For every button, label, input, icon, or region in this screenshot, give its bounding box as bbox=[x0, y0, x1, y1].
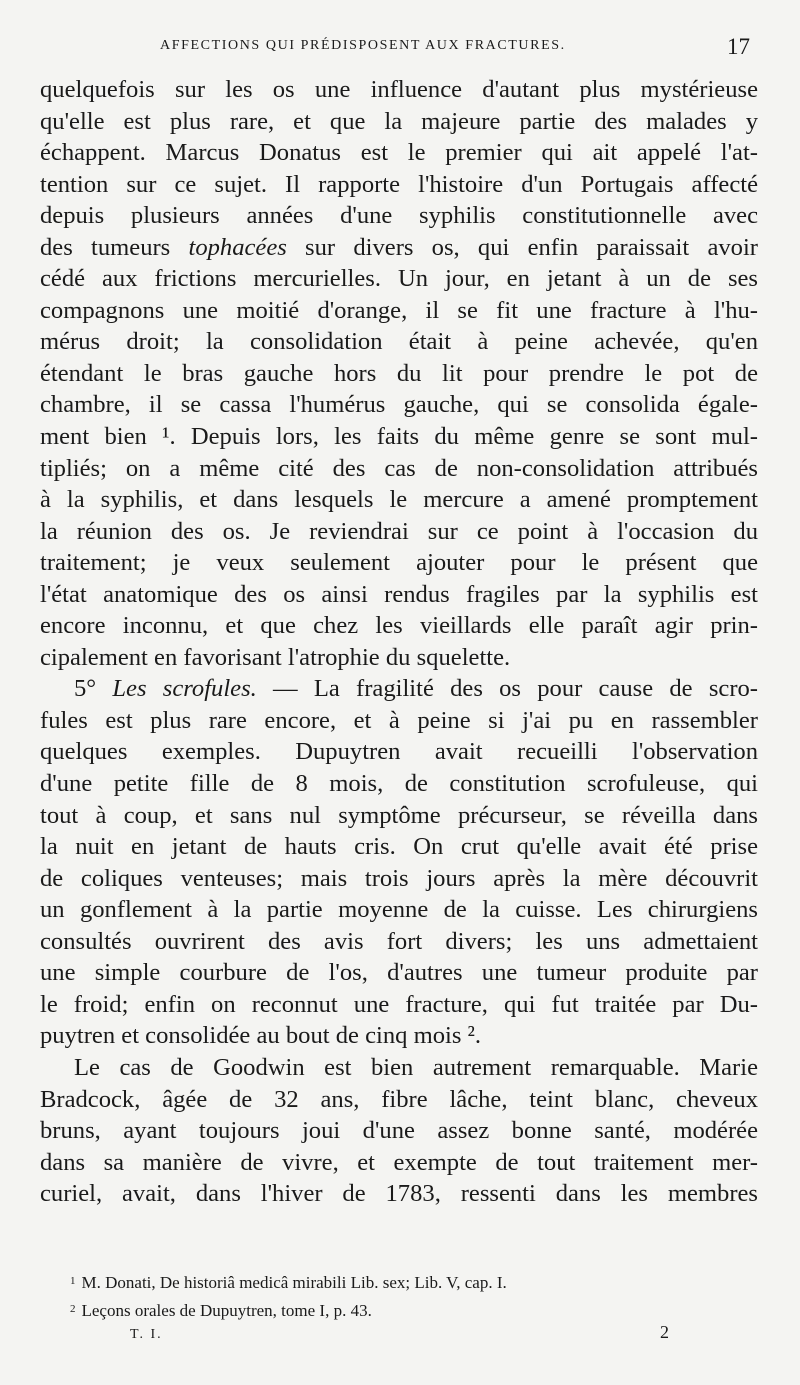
page-number: 17 bbox=[727, 34, 750, 59]
text-line: quelquefois sur les os une influence d'autant plus mystérieuse bbox=[40, 76, 758, 103]
footnote-text: Leçons orales de Dupuytren, tome I, p. 43. bbox=[81, 1301, 372, 1320]
text-line: cédé aux frictions mercurielles. Un jour, en jetant à un de ses bbox=[40, 265, 758, 293]
footnote-mark: 1 bbox=[70, 1275, 76, 1287]
text-line: d'une petite fille de 8 mois, de constitution scrofuleuse, qui bbox=[40, 770, 758, 798]
text-line: tipliés; on a même cité des cas de non-consolidation attribués bbox=[40, 454, 758, 482]
text-line: échappent. Marcus Donatus est le premier qui ait appelé l'at- bbox=[40, 139, 758, 167]
signature-volume: T. I. bbox=[130, 1327, 163, 1342]
text-line: mérus droit; la consolidation était à peine achevée, qu'en bbox=[40, 328, 758, 356]
page-header bbox=[40, 34, 750, 60]
italic-segment: Les scrofules. bbox=[112, 675, 257, 703]
text-line: des tumeurs tophacées sur divers os, qui enfin paraissait avoir bbox=[40, 233, 758, 261]
text-line: puytren et consolidée au bout de cinq mois ². bbox=[40, 1022, 482, 1050]
text-line: consultés ouvrirent des avis fort divers; les uns admettaient bbox=[40, 927, 758, 955]
text-line: un gonflement à la partie moyenne de la cuisse. Les chirurgiens bbox=[40, 896, 758, 924]
footnotes bbox=[70, 1268, 730, 1324]
text-line: Bradcock, âgée de 32 ans, fibre lâche, teint blanc, cheveux bbox=[40, 1085, 758, 1113]
text-line: bruns, ayant toujours joui d'une assez bonne santé, modérée bbox=[40, 1117, 758, 1145]
text-line: chambre, il se cassa l'humérus gauche, qui se consolida égale- bbox=[40, 391, 758, 419]
text-line: à la syphilis, et dans lesquels le mercure a amené promptement bbox=[40, 486, 758, 514]
text-line: tention sur ce sujet. Il rapporte l'histoire d'un Portugais affecté bbox=[40, 170, 758, 198]
text-line: quelques exemples. Dupuytren avait recueilli l'observation bbox=[40, 738, 758, 766]
text-line: tout à coup, et sans nul symptôme précurseur, se réveilla dans bbox=[40, 801, 758, 829]
body-text bbox=[40, 74, 758, 1210]
text-line: cipalement en favorisant l'atrophie du squelette. bbox=[40, 643, 511, 671]
text-line: compagnons une moitié d'orange, il se fit une fracture à l'hu- bbox=[40, 296, 758, 324]
text-line: qu'elle est plus rare, et que la majeure partie des malades y bbox=[40, 107, 758, 135]
text-line: encore inconnu, et que chez les vieillards elle paraît agir prin- bbox=[40, 612, 758, 640]
footnote-mark: 2 bbox=[70, 1303, 76, 1315]
text-line: étendant le bras gauche hors du lit pour prendre le pot de bbox=[40, 359, 758, 387]
text-line: Le cas de Goodwin est bien autrement remarquable. Marie bbox=[74, 1053, 758, 1081]
text-line: traitement; je veux seulement ajouter pour le présent que bbox=[40, 549, 758, 577]
text-line: depuis plusieurs années d'une syphilis constitutionnelle avec bbox=[40, 202, 758, 230]
text-line: 5° Les scrofules. — La fragilité des os pour cause de scro- bbox=[74, 675, 758, 703]
signature-sheet: 2 bbox=[660, 1322, 669, 1342]
text-line: le froid; enfin on reconnut une fracture, qui fut traitée par Du- bbox=[40, 990, 758, 1018]
text-line: curiel, avait, dans l'hiver de 1783, ressenti dans les membres bbox=[40, 1180, 758, 1208]
text-line: la réunion des os. Je reviendrai sur ce point à l'occasion du bbox=[40, 517, 758, 545]
text-line: l'état anatomique des os ainsi rendus fragiles par la syphilis est bbox=[40, 580, 758, 608]
footnote bbox=[70, 1296, 730, 1324]
text-line: dans sa manière de vivre, et exempte de tout traitement mer- bbox=[40, 1148, 758, 1176]
footnote-text: M. Donati, De historiâ medicâ mirabili Lib. sex; Lib. V, cap. I. bbox=[81, 1273, 507, 1292]
footnote bbox=[70, 1268, 730, 1296]
running-title: AFFECTIONS QUI PRÉDISPOSENT AUX FRACTURES. bbox=[160, 38, 566, 53]
text-line: ment bien ¹. Depuis lors, les faits du même genre se sont mul- bbox=[40, 423, 758, 451]
text-line: fules est plus rare encore, et à peine si j'ai pu en rassembler bbox=[40, 706, 758, 734]
text-line: de coliques venteuses; mais trois jours après la mère découvrit bbox=[40, 864, 758, 892]
italic-segment: tophacées bbox=[188, 233, 287, 261]
text-line: une simple courbure de l'os, d'autres une tumeur produite par bbox=[40, 959, 758, 987]
text-line: la nuit en jetant de hauts cris. On crut qu'elle avait été prise bbox=[40, 833, 758, 861]
